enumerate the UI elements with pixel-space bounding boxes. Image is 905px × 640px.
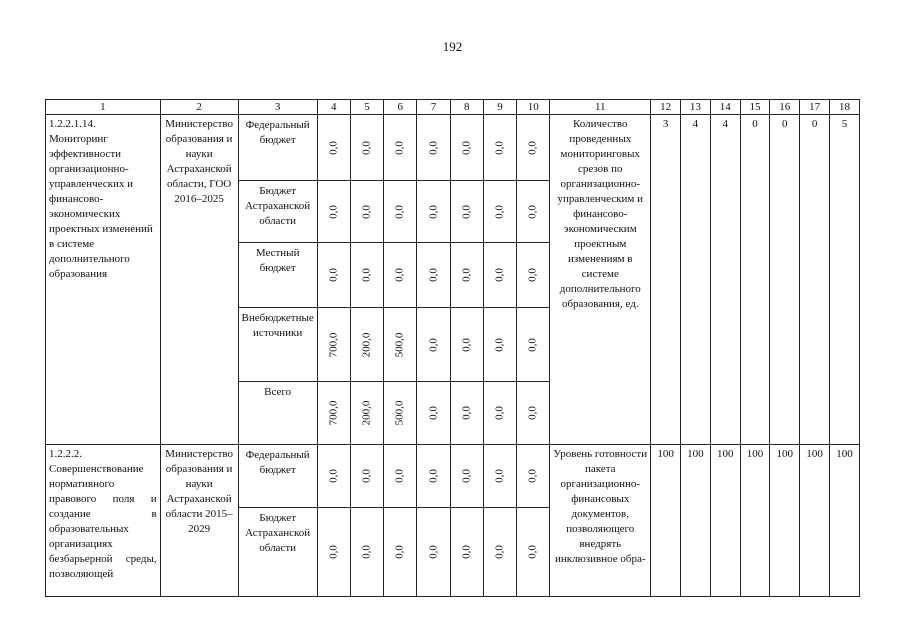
value-cell: 0,0	[317, 445, 350, 508]
target-cell: 4	[710, 115, 740, 445]
value-cell: 0,0	[517, 243, 550, 308]
table-row	[46, 445, 860, 508]
value-cell: 0,0	[317, 181, 350, 243]
col-header: 16	[770, 100, 800, 115]
value-cell: 0,0	[483, 382, 516, 445]
col-header: 12	[651, 100, 681, 115]
measure-name: 1.2.2.1.14. Мониторинг эффективности организационно-управленческих и финансово-экономических проектных изменений в системе дополнительного образования	[46, 115, 161, 445]
value-cell: 0,0	[483, 115, 516, 181]
header-row	[46, 100, 860, 115]
funding-source: Федеральный бюджет	[238, 115, 317, 181]
col-header: 14	[710, 100, 740, 115]
funding-source: Внебюджетные источники	[238, 308, 317, 382]
value-cell: 0,0	[483, 308, 516, 382]
target-cell: 100	[829, 445, 859, 597]
indicator-cell: Уровень готовности пакета организационно-финансовых документов, позволяющего внедрять инклюзивное обра-	[550, 445, 651, 597]
value-cell: 0,0	[517, 508, 550, 597]
value-cell: 0,0	[350, 115, 383, 181]
value-cell: 0,0	[317, 508, 350, 597]
value-cell: 0,0	[417, 445, 450, 508]
target-cell: 100	[740, 445, 770, 597]
program-table	[45, 99, 860, 597]
value-cell: 500,0	[384, 382, 417, 445]
value-cell: 0,0	[384, 508, 417, 597]
value-cell: 0,0	[483, 243, 516, 308]
target-cell: 0	[740, 115, 770, 445]
value-cell: 0,0	[450, 308, 483, 382]
value-cell: 0,0	[450, 508, 483, 597]
funding-source: Бюджет Астраханской области	[238, 181, 317, 243]
col-header: 17	[800, 100, 830, 115]
value-cell: 0,0	[483, 445, 516, 508]
target-cell: 0	[770, 115, 800, 445]
value-cell: 0,0	[450, 115, 483, 181]
funding-source: Бюджет Астраханской области	[238, 508, 317, 597]
col-header: 8	[450, 100, 483, 115]
value-cell: 700,0	[317, 308, 350, 382]
value-cell: 0,0	[417, 308, 450, 382]
col-header: 2	[160, 100, 238, 115]
page-number: 192	[442, 39, 463, 54]
table-row	[46, 115, 860, 181]
col-header: 1	[46, 100, 161, 115]
target-cell: 0	[800, 115, 830, 445]
target-cell: 5	[829, 115, 859, 445]
value-cell: 0,0	[350, 445, 383, 508]
measure-name: 1.2.2.2. Совершенствование нормативного правового поля и создание в образовательных организациях безбарьерной среды, позволяющей	[46, 445, 161, 597]
value-cell: 0,0	[417, 508, 450, 597]
col-header: 6	[384, 100, 417, 115]
col-header: 5	[350, 100, 383, 115]
value-cell: 0,0	[384, 115, 417, 181]
col-header: 9	[483, 100, 516, 115]
col-header: 18	[829, 100, 859, 115]
executor-cell: Министерство образования и науки Астраханской области 2015–2029	[160, 445, 238, 597]
value-cell: 0,0	[350, 243, 383, 308]
target-cell: 100	[800, 445, 830, 597]
value-cell: 0,0	[517, 308, 550, 382]
value-cell: 200,0	[350, 308, 383, 382]
value-cell: 200,0	[350, 382, 383, 445]
funding-source: Всего	[238, 382, 317, 445]
funding-source: Местный бюджет	[238, 243, 317, 308]
indicator-cell: Количество проведенных мониторинговых срезов по организационно-управленческим и финансово-экономическим проектным изменениям в системе дополнительного образования, ед.	[550, 115, 651, 445]
target-cell: 100	[710, 445, 740, 597]
col-header: 15	[740, 100, 770, 115]
target-cell: 100	[770, 445, 800, 597]
value-cell: 0,0	[384, 445, 417, 508]
value-cell: 0,0	[450, 243, 483, 308]
value-cell: 0,0	[450, 181, 483, 243]
value-cell: 0,0	[517, 445, 550, 508]
target-cell: 4	[681, 115, 711, 445]
value-cell: 0,0	[417, 243, 450, 308]
value-cell: 0,0	[384, 181, 417, 243]
value-cell: 0,0	[483, 181, 516, 243]
value-cell: 0,0	[450, 382, 483, 445]
funding-source: Федеральный бюджет	[238, 445, 317, 508]
value-cell: 0,0	[517, 181, 550, 243]
value-cell: 0,0	[417, 382, 450, 445]
col-header: 3	[238, 100, 317, 115]
target-cell: 100	[681, 445, 711, 597]
col-header: 4	[317, 100, 350, 115]
value-cell: 0,0	[384, 243, 417, 308]
value-cell: 0,0	[517, 382, 550, 445]
executor-cell: Министерство образования и науки Астраханской области, ГОО 2016–2025	[160, 115, 238, 445]
value-cell: 0,0	[417, 115, 450, 181]
value-cell: 0,0	[350, 508, 383, 597]
value-cell: 0,0	[350, 181, 383, 243]
value-cell: 0,0	[317, 115, 350, 181]
target-cell: 3	[651, 115, 681, 445]
col-header: 10	[517, 100, 550, 115]
col-header: 11	[550, 100, 651, 115]
target-cell: 100	[651, 445, 681, 597]
value-cell: 700,0	[317, 382, 350, 445]
value-cell: 0,0	[517, 115, 550, 181]
col-header: 7	[417, 100, 450, 115]
value-cell: 0,0	[483, 508, 516, 597]
value-cell: 500,0	[384, 308, 417, 382]
value-cell: 0,0	[450, 445, 483, 508]
value-cell: 0,0	[317, 243, 350, 308]
value-cell: 0,0	[417, 181, 450, 243]
col-header: 13	[681, 100, 711, 115]
